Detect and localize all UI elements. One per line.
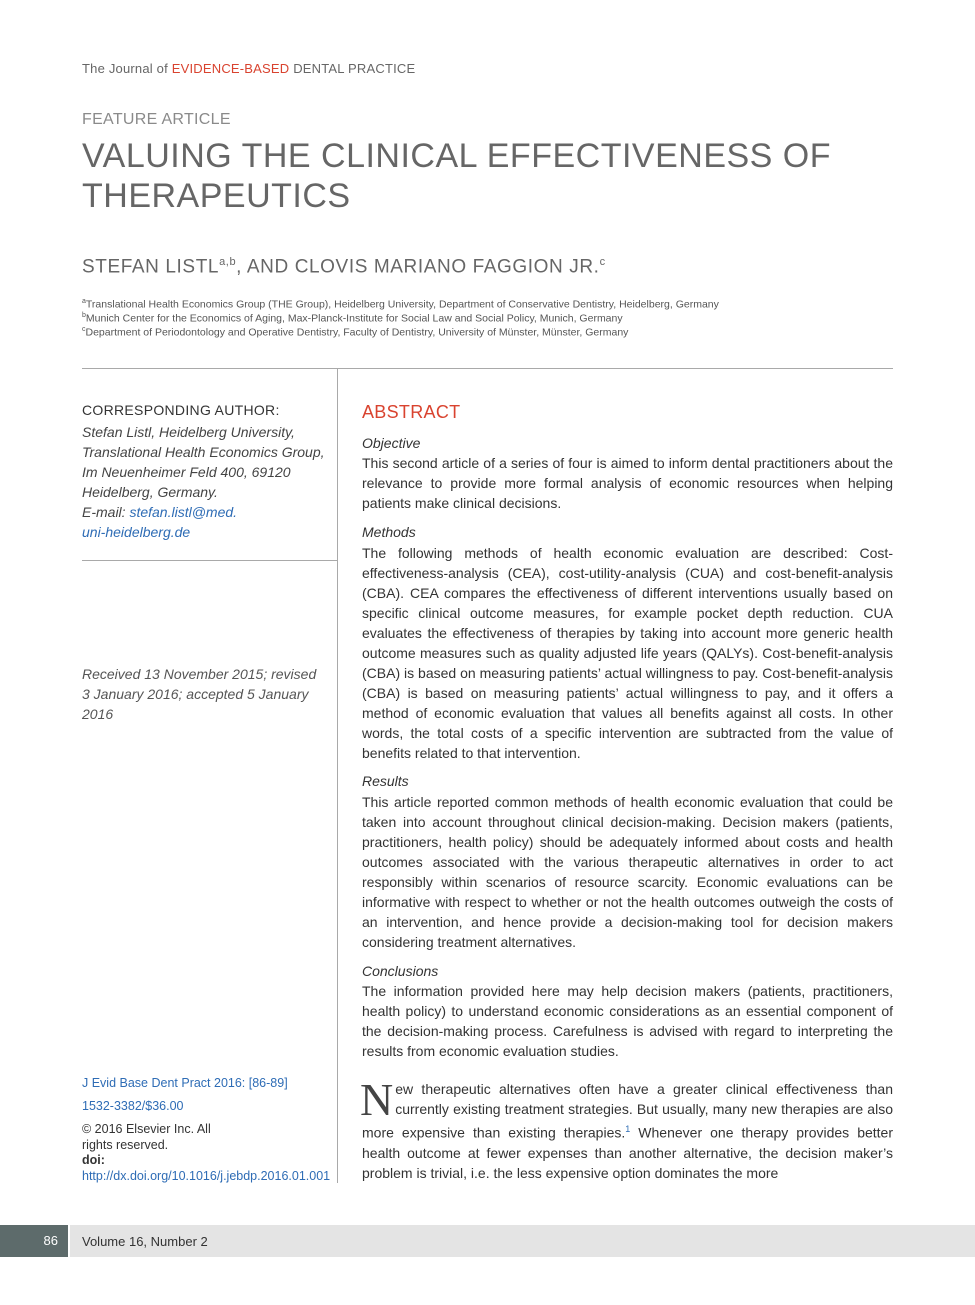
objective-text: This second article of a series of four is aimed to inform dental practitioners about the relevance to provide more formal analysis of economic resources when helping patients make clinical decisions.: [362, 455, 893, 511]
author-line: [82, 256, 606, 278]
column-divider: [337, 368, 338, 1183]
issn: 1532-3382/$36.00: [82, 1099, 184, 1113]
corresponding-author-label: CORRESPONDING AUTHOR:: [82, 402, 280, 418]
methods-text: The following methods of health economic evaluation are described: Cost-effectiveness-analysis (CEA), cost-utility-analysis (CUA) and cost-benefit-analysis (CBA). CEA compares the effectiveness of different interventions usually based on specific clinical outcome measures, for example pocket depth reduction. CUA evaluates the effectiveness of therapies by taking into account more generic health outcome measures such as quality adjusted life years (QALYs). Cost-benefit-analysis (CBA) is based on measuring patients’ actual willingness to pay. Cost-benefit-analysis (CBA) is based on measuring patients’ actual willingness to pay, and it offers a method of economic evaluation that values all benefits against all costs. In other words, the total costs of a specific intervention are subtracted from the value of benefits related to that intervention.: [362, 545, 893, 761]
affiliation-text: Department of Periodontology and Operative Dentistry, Faculty of Dentistry, University of Münster, Münster, Germany: [85, 326, 629, 339]
page-number-box: [0, 1225, 68, 1257]
affiliation-a: [82, 298, 719, 311]
corresponding-author-address: Stefan Listl, Heidelberg University, Translational Health Economics Group, Im Neuenheimer Feld 400, 69120 Heidelberg, Germany.: [82, 424, 325, 500]
journal-accent: EVIDENCE-BASED: [171, 61, 290, 76]
feature-label: FEATURE ARTICLE: [82, 111, 231, 128]
header-rule: [82, 368, 893, 369]
affiliation-text: Munich Center for the Economics of Aging, Max-Planck-Institute for Social Law and Social Policy, Munich, Germany: [85, 312, 623, 325]
results-text: This article reported common methods of health economic evaluation that could be taken into account throughout clinical decision-making. Decision makers (patients, practitioners, health policy) should be adequately informed about costs and health outcomes associated with the various therapeutic alternatives in order to act responsibly within scenarios of resource scarcity. Economic evaluations can be informative with respect to whether or not the health outcomes outweigh the costs of an intervention, and hence provide a decision-making tool for decision makers considering treatment alternatives.: [362, 794, 893, 950]
reference-1-link[interactable]: 1: [625, 1124, 631, 1134]
corresponding-author-block: [82, 422, 327, 542]
doi-line: [82, 1152, 331, 1184]
affiliation-b: [82, 312, 623, 325]
citation: J Evid Base Dent Pract 2016: [86-89]: [82, 1076, 288, 1090]
email-link[interactable]: stefan.listl@med.: [129, 504, 238, 520]
journal-header: [82, 61, 415, 76]
volume-label: Volume 16, Number 2: [82, 1234, 208, 1249]
affiliation-sup: a: [82, 298, 86, 305]
author-separator: , AND: [236, 256, 295, 278]
author-2: CLOVIS MARIANO FAGGION JR.: [294, 256, 600, 278]
journal-prefix: The Journal of: [82, 61, 172, 76]
email-link-continued[interactable]: uni-heidelberg.de: [82, 524, 191, 540]
conclusions-text: The information provided here may help decision makers (patients, practitioners, health policy) to understand economic considerations as an essential component of the decision-making process. Carefulness is advised with regard to interpreting the results from economic evaluation studies.: [362, 983, 893, 1059]
affiliation-sup: c: [82, 326, 86, 333]
affiliation-sup: b: [82, 312, 86, 319]
doi-link[interactable]: http://dx.doi.org/10.1016/j.jebdp.2016.01.001: [82, 1169, 331, 1183]
article-title: VALUING THE CLINICAL EFFECTIVENESS OF THERAPEUTICS: [82, 137, 832, 215]
journal-suffix: DENTAL PRACTICE: [289, 61, 416, 76]
body-text-part-1: ew therapeutic alternatives often have a greater clinical effectiveness than currently existing treatment strategies. But usually, many new therapies are also more expensive than existing therapies.: [362, 1081, 893, 1141]
email-label: E-mail:: [82, 504, 130, 520]
conclusions-heading: Conclusions: [362, 963, 439, 979]
author-1: STEFAN LISTL: [82, 256, 220, 278]
affiliation-text: Translational Health Economics Group (THE Group), Heidelberg University, Department of Conservative Dentistry, Heidelberg, Germany: [85, 298, 719, 311]
affiliation-c: [82, 326, 628, 339]
copyright: © 2016 Elsevier Inc. All rights reserved.: [82, 1122, 211, 1152]
objective-heading: Objective: [362, 435, 421, 451]
results-heading: Results: [362, 773, 409, 789]
abstract-heading: ABSTRACT: [362, 402, 461, 422]
methods-heading: Methods: [362, 524, 416, 540]
page-number: 86: [43, 1233, 58, 1248]
received-dates: Received 13 November 2015; revised 3 January 2016; accepted 5 January 2016: [82, 666, 317, 722]
sidebar-rule: [82, 560, 337, 561]
body-text-part-2: Whenever one therapy provides better health outcome at fewer expenses than another alternative, the decision maker’s problem is trivial, i.e. the less expensive option dominates the more: [362, 1124, 894, 1181]
author-1-sup: a,b: [219, 256, 237, 268]
dropcap: N: [360, 1074, 394, 1125]
author-2-sup: c: [599, 256, 606, 268]
body-paragraph: [360, 1074, 894, 1183]
doi-label: doi:: [82, 1153, 105, 1167]
